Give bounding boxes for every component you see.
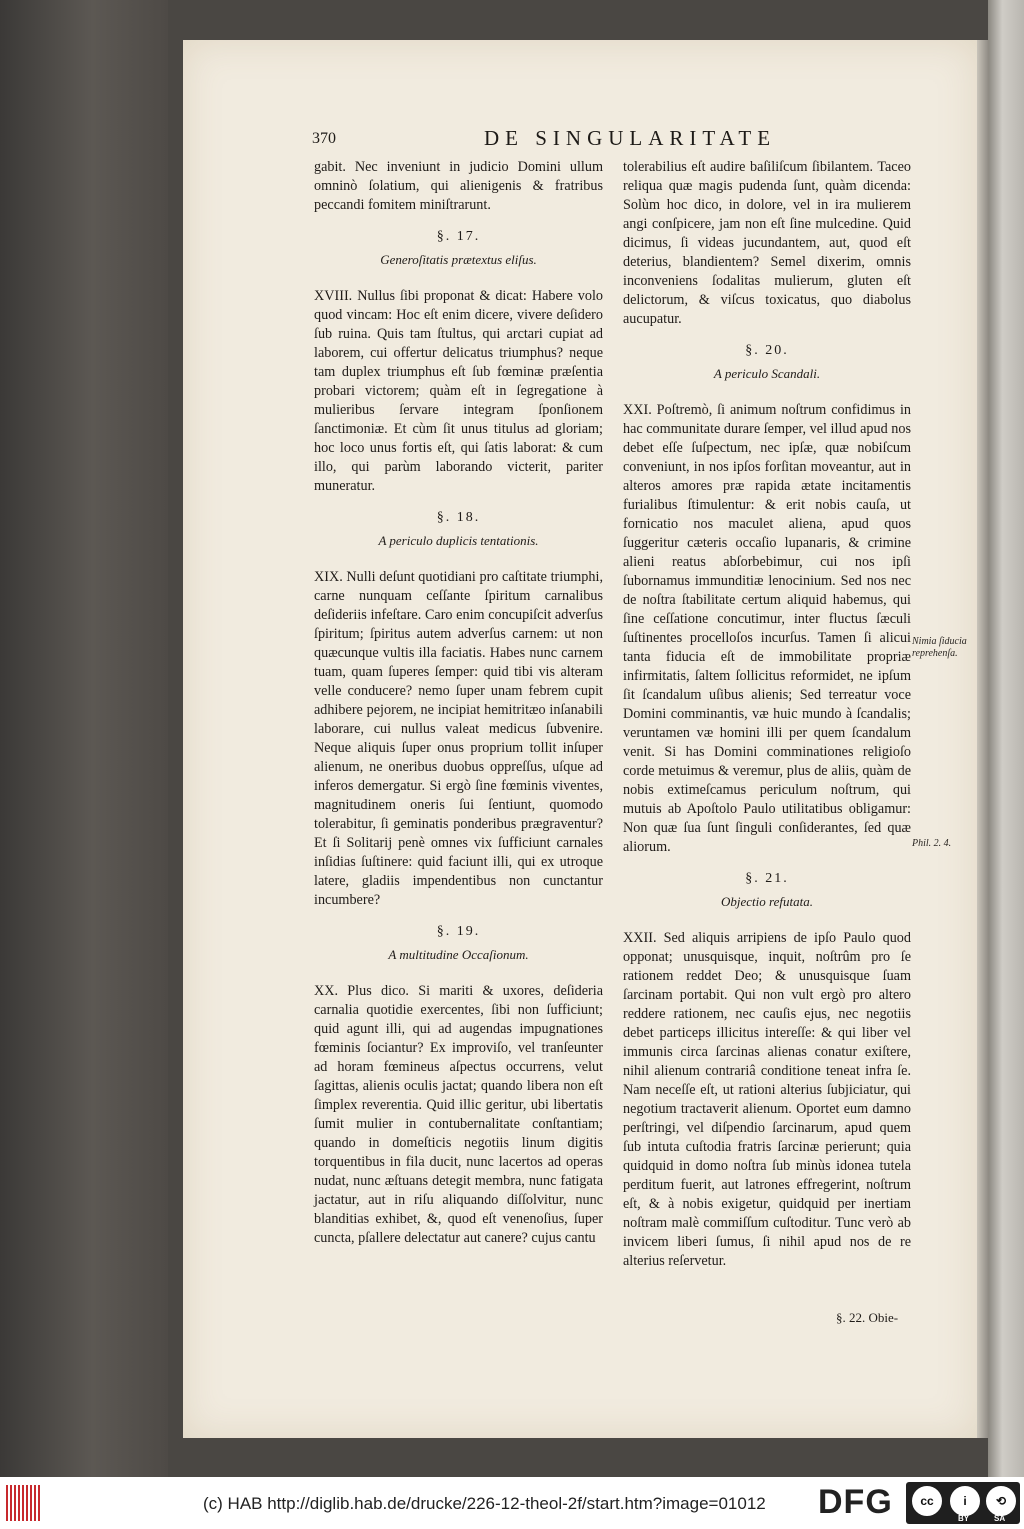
section-number: §. 20.	[745, 343, 789, 358]
sa-label: SA	[994, 1514, 1006, 1523]
margin-note: Phil. 2. 4.	[912, 838, 952, 849]
library-logo-icon	[6, 1485, 40, 1521]
section-number: §. 19.	[436, 924, 481, 939]
section-heading: Generoſitatis prætextus eliſus.	[380, 252, 537, 267]
section-heading: Objectio refutata.	[721, 894, 813, 909]
running-title: DE SINGULARITATE	[484, 126, 777, 150]
cc-icon: cc	[912, 1486, 942, 1516]
catchword: §. 22. Obie-	[836, 1310, 899, 1325]
cc-license-badge[interactable]	[906, 1482, 1020, 1524]
section-heading: A periculo duplicis tentationis.	[378, 533, 539, 548]
section-heading: A multitudine Occaſionum.	[388, 947, 529, 962]
paragraph: XVIII. Nullus ſibi proponat & dicat: Habere volo quod vincam: Hoc eſt enim dicere, vivere deſidero ſub ruina. Quis tam ſtultus, qui arctari cupiat ad laborem, cui offertur delicatus triumphus? neque tam duplex triumphus eſt ſub fœminæ præſentia probari victorem; quàm eſt in ſegregatione à mulieribus ſervare integram ſponſionem ſanctimoniæ. Et cùm ſit unus titulus ad gloriam; hoc loco unus fortis eſt, qui ſatis laborat: & cum illo, qui parùm laborando victerit, pariter muneratur.	[314, 288, 603, 494]
page-gutter	[977, 40, 989, 1438]
right-column	[623, 158, 911, 1271]
paragraph: XXII. Sed aliquis arripiens de ipſo Paulo quod opponat; unusquisque, inquit, noſtrûm pro ſe rationem reddet Deo; & unusquisque ſuam ſarcinam portabit. Qui non vult ergò pro altero reddere rationem, nec cauſis ejus, nec negotiis debet particeps illicitus intereſſe: & qui liber vel immunis circa ſarcinas alienas conatur exiſtere, nihil alienum contrariâ conditione teneat infra ſe. Nam neceſſe eſt, ut rationi alterius ſubjiciatur, qui negotium tractaverit alienum. Oportet eum damno perſtringi, vel diſpendio ſarcinarum, apud quem ſub intuta cuſtodia fratris ſarcinæ perierunt; quia quidquid in domo noſtra ſub minùs idonea tutela perditum fuerit, aut latrones effregerint, noſtrum eſt, & à nobis exigetur, quidquid per inertiam noſtram malè commiſſum cuſtoditur. Tunc verò ab invicem liberi ſumus, ſi nihil apud nos de re alterius reſervetur.	[623, 930, 911, 1269]
section-heading: A periculo Scandali.	[713, 366, 821, 381]
viewer-footer	[0, 1477, 1024, 1529]
left-column	[314, 158, 603, 1248]
section-number: §. 18.	[436, 510, 481, 525]
section-number: §. 17.	[436, 229, 481, 244]
paragraph: XIX. Nulli deſunt quotidiani pro caſtitate triumphi, carne nunquam ceſſante ſpiritum carnalibus deſideriis infeſtare. Caro enim concupiſcit adverſus ſpiritum; ſpiritus autem adverſus carnem: ut non quæcunque vultis illa faciatis. Habes nunc carnem tuam, quam ſuperes ſemper: quid tibi vis alteram velle conducere? nemo ſuper unam febrem cupit adhibere pejorem, ne incipiat hemitritæo inſanabili laborare, cui nullus valeat medicus ſubvenire. Neque aliquis ſuper onus proprium tollit inſuper alienum, ne oneribus duobus oppreſſus, uſque ad inferos demergatur. Si ergò ſine fœminis viventes, magnitudinem oneris ſui ſentiunt, quomodo tolerabitur, ſi geminatis ponderibus prægraventur? Et ſi Solitarij penè omnes vix ſufficiunt carnales inſidias ſuſtinere: quid faciunt illi, qui ex utroque latere, gladiis impendentibus non cunctantur incumbere?	[314, 569, 603, 908]
by-icon: i	[950, 1486, 980, 1516]
sa-icon: ⟲	[986, 1486, 1016, 1516]
paragraph: tolerabilius eſt audire baſiliſcum ſibilantem. Taceo reliqua quæ magis pudenda ſunt, quàm dicenda: Solùm hoc dico, in dolore, vel in ira mulierem angi conſpicere, jam non eſt ſine mulcedine. Quid dicimus, ſi videas jucundantem, aut, quod eſt deterius, blandientem? Semel dixerim, omnis inconveniens ſodalitas mulierum, gluten eſt delictorum, & viſcus toxicatus, quo diabolus aucupatur.	[623, 159, 911, 327]
dfg-logo: DFG	[818, 1483, 893, 1521]
paragraph: gabit. Nec inveniunt in judicio Domini ullum omninò ſolatium, qui alienigenis & fratribus peccandi fomitem miniſtrarunt.	[314, 159, 603, 213]
page-number: 370	[312, 130, 336, 147]
source-url[interactable]: (c) HAB http://diglib.hab.de/drucke/226-12-theol-2f/start.htm?image=01012	[203, 1494, 766, 1513]
paragraph: XX. Plus dico. Si mariti & uxores, deſideria carnalia quotidie exercentes, ſibi non ſufficiunt; quid agunt illi, qui ad augendas impugnationes fœminis ſociantur? Ex improviſo, vel tranſeunter ad horam fœmineus aſpectus occurrens, velut ſagittas, alienis oculis jactat; quando libera non eſt ſimplex reverentia. Quid illic geritur, ubi libertatis ſumit mulier in contubernalitate conſtantiam; quando in domeſticis negotiis linum digitis torquentibus in fila ducit, nunc lacertos ad operas nudat, nunc æſtuans detegit membra, nunc fatigata jactatur, aut in riſu aliquando diſſolvitur, nunc blanditias exhibet, &, quod eſt venenoſius, ſuper cuncta, pſallere delectatur aut canere? cujus cantu	[314, 983, 603, 1246]
scan-background-left	[0, 0, 168, 1477]
running-header	[312, 124, 902, 154]
by-label: BY	[958, 1514, 970, 1523]
section-number: §. 21.	[745, 871, 789, 886]
next-page-edge	[988, 0, 1024, 1477]
paragraph: XXI. Poſtremò, ſi animum noſtrum confidimus in hac communitate durare ſemper, vel illud apud nos debet eſſe ſuſpectum, nec ipſæ, quæ nobiſcum conveniunt, in nos ipſos forſitan moveantur, aut in alteros amores præ rapida ætate incitamentis furialibus ſtimulentur: & erit nobis cauſa, ut fornicatio nos maculet aliena, apud quos ſuggeritur cæteris occaſio lupanaris, & crimine alieni reatus abſorbebimur, cui nos ipſi ſubornamus immunditiæ lenocinium. Sed nos nec de noſtra ſtabilitate certum aliquid habemus, qui ſine ceſſatione concutimur, inter fluctus ſæculi ſuſtinentes procelloſos incurſus. Tamen ſi alicui tanta fiducia eſt de immobilitate propriæ infirmitatis, ſaltem ſollicitus reformidet, ne ipſum ſit ſcandalum uſibus alienis; Sed terreatur voce Domini comminantis, væ huic mundo à ſcandalis; veruntamen væ homini illi per quem ſcandalum venit. Si has Domini comminationes religioſo corde metuimus & veremur, plus de aliis, quàm de nobis extimeſcamus periculum noſtrum, qui mutuis ab Apoſtolo Paulo utilitatibus obligamur: Non quæ ſua ſunt ſinguli conſiderantes, ſed quæ aliorum.	[623, 402, 911, 855]
margin-note: Nimia ſiducia reprehenſa.	[912, 636, 967, 659]
